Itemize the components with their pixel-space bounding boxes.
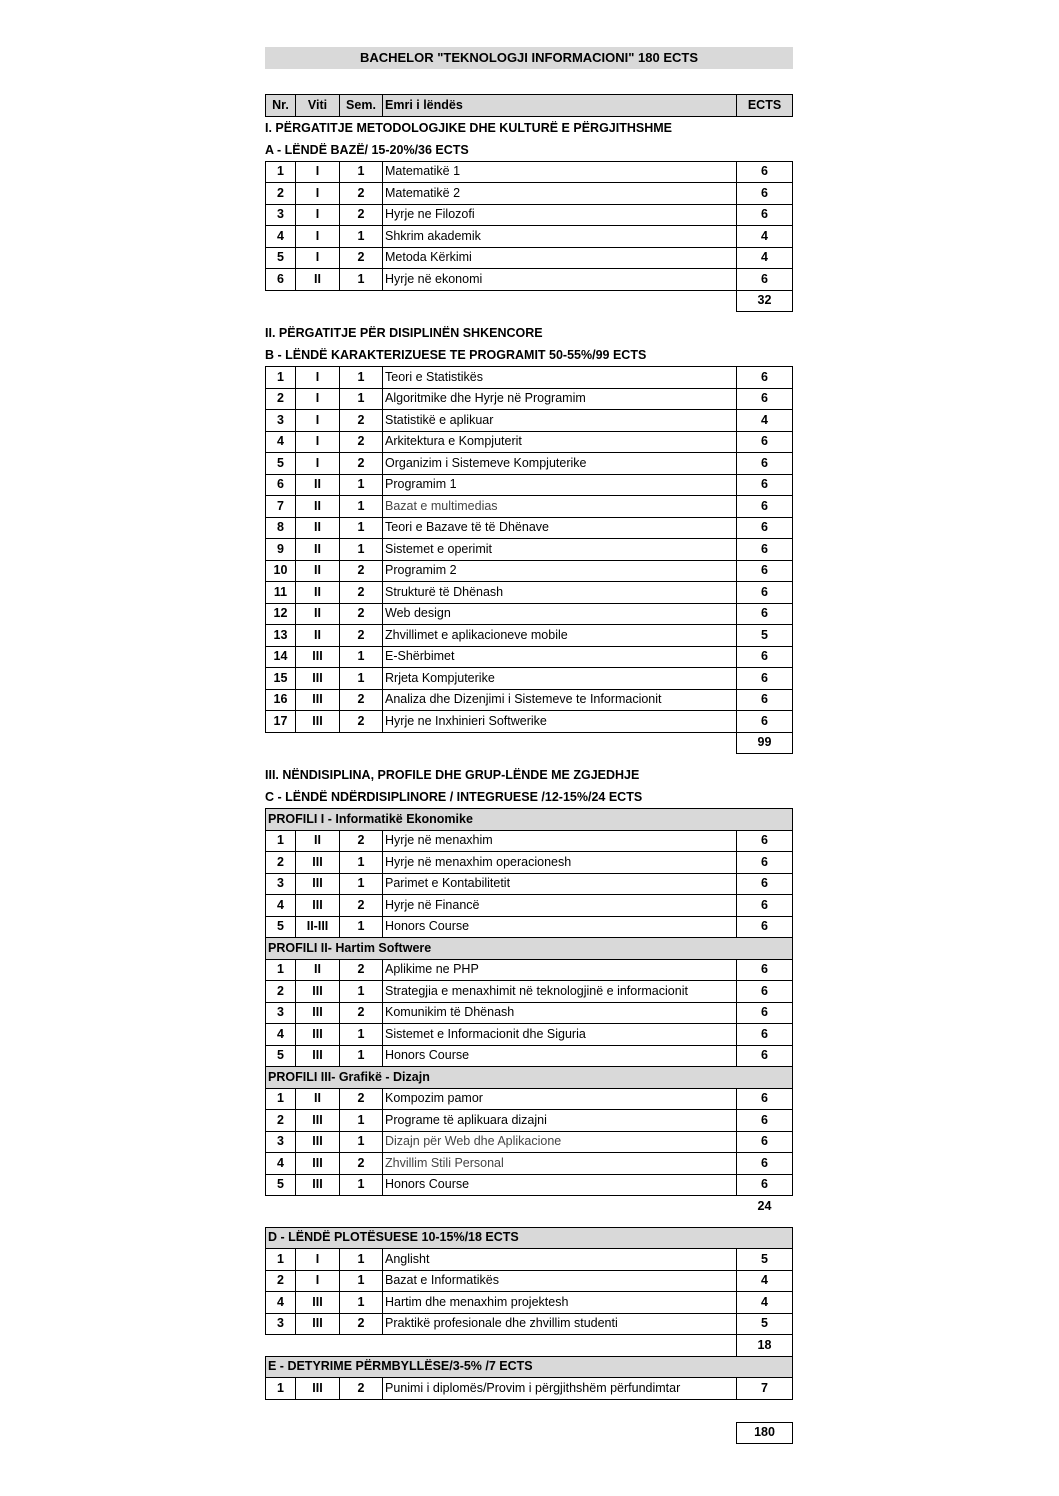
- row-nr: 5: [266, 247, 296, 269]
- row-sem: 2: [340, 689, 383, 711]
- row-sem: 2: [340, 582, 383, 604]
- row-ects: 6: [737, 431, 793, 453]
- col-name: Emri i lëndës: [383, 95, 737, 117]
- row-viti: I: [296, 1249, 340, 1271]
- table-row: [266, 830, 793, 852]
- row-ects: 6: [737, 689, 793, 711]
- row-course-name: Statistikë e aplikuar: [383, 410, 737, 432]
- row-viti: II: [296, 582, 340, 604]
- col-sem: Sem.: [340, 95, 383, 117]
- row-viti: III: [296, 1292, 340, 1314]
- row-nr: 14: [266, 646, 296, 668]
- row-sem: 2: [340, 1313, 383, 1335]
- row-sem: 1: [340, 981, 383, 1003]
- row-ects: 6: [736, 959, 792, 981]
- row-ects: 6: [737, 582, 793, 604]
- row-ects: 6: [737, 560, 793, 582]
- row-nr: 3: [266, 873, 296, 895]
- profile-header-row: [266, 938, 793, 960]
- row-course-name: Strukturë të Dhënash: [383, 582, 737, 604]
- row-course-name: Zhvillimet e aplikacioneve mobile: [383, 625, 737, 647]
- table-row: [266, 981, 793, 1003]
- section-iii-heading: III. NËNDISIPLINA, PROFILE DHE GRUP-LËNDE ME ZGJEDHJE: [265, 768, 640, 782]
- profile-header-row: [266, 1067, 793, 1089]
- row-viti: III: [296, 873, 340, 895]
- row-viti: I: [296, 431, 340, 453]
- row-viti: II: [296, 603, 340, 625]
- row-ects: 6: [736, 1002, 792, 1024]
- row-sem: 1: [340, 517, 383, 539]
- row-ects: 5: [736, 1249, 792, 1271]
- group-e-heading: E - DETYRIME PËRMBYLLËSE/3-5% /7 ECTS: [266, 1356, 793, 1378]
- row-course-name: Dizajn për Web dhe Aplikacione: [383, 1131, 737, 1153]
- row-ects: 6: [736, 1045, 792, 1067]
- row-viti: II: [296, 269, 340, 291]
- row-sem: 1: [340, 1024, 383, 1046]
- row-sem: 1: [340, 668, 383, 690]
- row-course-name: Sistemet e operimit: [383, 539, 737, 561]
- table-row: [266, 1024, 793, 1046]
- row-viti: III: [296, 1153, 340, 1175]
- row-viti: I: [296, 367, 340, 389]
- col-nr: Nr.: [266, 95, 296, 117]
- row-nr: 4: [266, 1024, 296, 1046]
- row-ects: 6: [736, 1088, 792, 1110]
- group-e-table: [265, 1356, 793, 1400]
- row-sem: 1: [340, 474, 383, 496]
- row-ects: 6: [737, 204, 793, 226]
- row-nr: 8: [266, 517, 296, 539]
- row-nr: 2: [266, 1270, 296, 1292]
- grand-total-table: [265, 1422, 793, 1445]
- row-course-name: Organizim i Sistemeve Kompjuterike: [383, 453, 737, 475]
- row-nr: 5: [266, 1174, 296, 1196]
- row-ects: 6: [737, 668, 793, 690]
- row-course-name: E-Shërbimet: [383, 646, 737, 668]
- group-d-total: 18: [736, 1335, 792, 1357]
- row-viti: III: [296, 1131, 340, 1153]
- row-course-name: Hyrje në menaxhim: [383, 830, 737, 852]
- row-viti: II: [296, 959, 340, 981]
- row-course-name: Honors Course: [383, 1174, 737, 1196]
- row-sem: 2: [340, 560, 383, 582]
- row-sem: 1: [340, 1045, 383, 1067]
- row-viti: III: [296, 668, 340, 690]
- row-nr: 1: [266, 1249, 296, 1271]
- group-c-heading: C - LËNDË NDËRDISIPLINORE / INTEGRUESE /12-15%/24 ECTS: [265, 790, 643, 804]
- row-ects: 5: [737, 625, 793, 647]
- row-viti: II: [296, 496, 340, 518]
- row-course-name: Anglisht: [383, 1249, 737, 1271]
- table-row: [266, 226, 793, 248]
- row-ects: 6: [737, 388, 793, 410]
- row-sem: 2: [340, 183, 383, 205]
- row-ects: 6: [737, 603, 793, 625]
- curriculum-document: [265, 47, 793, 1444]
- table-row: [266, 625, 793, 647]
- row-course-name: Kompozim pamor: [383, 1088, 737, 1110]
- row-nr: 2: [266, 1110, 296, 1132]
- row-sem: 2: [340, 1002, 383, 1024]
- row-nr: 2: [266, 183, 296, 205]
- row-sem: 2: [340, 625, 383, 647]
- row-viti: I: [296, 226, 340, 248]
- row-sem: 1: [340, 388, 383, 410]
- group-c-total: 24: [757, 1198, 772, 1213]
- table-row: [266, 161, 793, 183]
- table-row: [266, 453, 793, 475]
- row-nr: 9: [266, 539, 296, 561]
- group-a-heading: A - LËNDË BAZË/ 15-20%/36 ECTS: [265, 142, 469, 157]
- row-course-name: Parimet e Kontabilitetit: [383, 873, 737, 895]
- table-row: [266, 646, 793, 668]
- row-sem: 1: [340, 1292, 383, 1314]
- row-nr: 4: [266, 1292, 296, 1314]
- column-header-row: [266, 95, 793, 117]
- row-nr: 13: [266, 625, 296, 647]
- row-course-name: Matematikë 2: [383, 183, 737, 205]
- row-course-name: Programim 2: [383, 560, 737, 582]
- table-row: [266, 1153, 793, 1175]
- row-sem: 2: [340, 410, 383, 432]
- row-ects: 6: [737, 496, 793, 518]
- row-viti: III: [296, 1110, 340, 1132]
- row-nr: 17: [266, 711, 296, 733]
- row-course-name: Programim 1: [383, 474, 737, 496]
- row-sem: 2: [340, 1088, 383, 1110]
- row-viti: III: [296, 1313, 340, 1335]
- row-sem: 2: [340, 431, 383, 453]
- row-nr: 4: [266, 1153, 296, 1175]
- row-course-name: Programe të aplikuara dizajni: [383, 1110, 737, 1132]
- row-viti: II: [296, 517, 340, 539]
- row-nr: 5: [266, 916, 296, 938]
- row-viti: III: [296, 689, 340, 711]
- row-ects: 6: [737, 453, 793, 475]
- row-sem: 2: [340, 959, 383, 981]
- row-course-name: Hartim dhe menaxhim projektesh: [383, 1292, 737, 1314]
- row-ects: 5: [736, 1313, 792, 1335]
- row-nr: 4: [266, 431, 296, 453]
- row-course-name: Matematikë 1: [383, 161, 737, 183]
- row-course-name: Hyrje ne Inxhinieri Softwerike: [383, 711, 737, 733]
- row-course-name: Honors Course: [383, 916, 737, 938]
- row-nr: 3: [266, 204, 296, 226]
- row-course-name: Hyrje në menaxhim operacionesh: [383, 852, 737, 874]
- profile-name: PROFILI II- Hartim Softwere: [266, 938, 793, 960]
- table-row: [266, 1313, 793, 1335]
- row-nr: 5: [266, 1045, 296, 1067]
- row-sem: 2: [340, 603, 383, 625]
- row-ects: 6: [736, 1024, 792, 1046]
- table-row: [266, 367, 793, 389]
- row-nr: 3: [266, 1313, 296, 1335]
- group-a-table: [265, 161, 793, 313]
- row-ects: 6: [736, 981, 792, 1003]
- row-viti: III: [296, 1174, 340, 1196]
- row-course-name: Arkitektura e Kompjuterit: [383, 431, 737, 453]
- table-row: [266, 539, 793, 561]
- table-row: [266, 560, 793, 582]
- row-viti: I: [296, 388, 340, 410]
- row-sem: 1: [340, 1249, 383, 1271]
- row-course-name: Bazat e Informatikës: [383, 1270, 737, 1292]
- table-row: [266, 916, 793, 938]
- row-sem: 1: [340, 1270, 383, 1292]
- table-row: [266, 1378, 793, 1400]
- table-row: [266, 247, 793, 269]
- table-row: [266, 204, 793, 226]
- row-ects: 7: [736, 1378, 792, 1400]
- row-sem: 1: [340, 1131, 383, 1153]
- table-row: [266, 410, 793, 432]
- row-ects: 6: [736, 1131, 792, 1153]
- table-row: [266, 1110, 793, 1132]
- row-ects: 6: [736, 852, 792, 874]
- table-row: [266, 582, 793, 604]
- row-course-name: Hyrje ne Filozofi: [383, 204, 737, 226]
- row-ects: 6: [737, 161, 793, 183]
- row-course-name: Komunikim të Dhënash: [383, 1002, 737, 1024]
- group-b-total: 99: [737, 732, 793, 754]
- table-row: [266, 959, 793, 981]
- profile-name: PROFILI III- Grafikë - Dizajn: [266, 1067, 793, 1089]
- col-viti: Viti: [296, 95, 340, 117]
- row-viti: II: [296, 625, 340, 647]
- row-sem: 2: [340, 1378, 383, 1400]
- row-course-name: Web design: [383, 603, 737, 625]
- row-sem: 1: [340, 852, 383, 874]
- row-viti: III: [296, 1024, 340, 1046]
- row-viti: I: [296, 247, 340, 269]
- row-nr: 3: [266, 1002, 296, 1024]
- row-ects: 6: [736, 916, 792, 938]
- row-nr: 11: [266, 582, 296, 604]
- table-row: [266, 603, 793, 625]
- row-course-name: Praktikë profesionale dhe zhvillim studenti: [383, 1313, 737, 1335]
- row-viti: II-III: [296, 916, 340, 938]
- row-ects: 6: [737, 474, 793, 496]
- row-viti: I: [296, 161, 340, 183]
- row-viti: II: [296, 539, 340, 561]
- group-a-total: 32: [737, 290, 793, 312]
- col-ects: ECTS: [737, 95, 793, 117]
- row-course-name: Bazat e multimedias: [383, 496, 737, 518]
- table-row: [266, 711, 793, 733]
- row-nr: 10: [266, 560, 296, 582]
- row-viti: II: [296, 560, 340, 582]
- group-b-heading: B - LËNDË KARAKTERIZUESE TE PROGRAMIT 50-55%/99 ECTS: [265, 348, 647, 362]
- row-nr: 4: [266, 226, 296, 248]
- table-row: [266, 1249, 793, 1271]
- table-row: [266, 474, 793, 496]
- row-ects: 6: [737, 646, 793, 668]
- row-sem: 1: [340, 873, 383, 895]
- row-nr: 2: [266, 981, 296, 1003]
- row-nr: 2: [266, 852, 296, 874]
- row-viti: III: [296, 981, 340, 1003]
- row-viti: III: [296, 646, 340, 668]
- row-sem: 2: [340, 204, 383, 226]
- row-ects: 4: [737, 410, 793, 432]
- profile-name: PROFILI I - Informatikë Ekonomike: [266, 809, 793, 831]
- row-sem: 1: [340, 496, 383, 518]
- row-ects: 6: [736, 873, 792, 895]
- row-nr: 12: [266, 603, 296, 625]
- row-ects: 4: [736, 1270, 792, 1292]
- table-row: [266, 1270, 793, 1292]
- row-course-name: Punimi i diplomës/Provim i përgjithshëm përfundimtar: [383, 1378, 737, 1400]
- row-nr: 5: [266, 453, 296, 475]
- row-nr: 3: [266, 1131, 296, 1153]
- row-ects: 6: [737, 517, 793, 539]
- row-sem: 2: [340, 1153, 383, 1175]
- row-course-name: Hyrje në ekonomi: [383, 269, 737, 291]
- row-course-name: Analiza dhe Dizenjimi i Sistemeve te Informacionit: [383, 689, 737, 711]
- row-viti: III: [296, 895, 340, 917]
- row-nr: 1: [266, 959, 296, 981]
- row-sem: 2: [340, 830, 383, 852]
- row-sem: 1: [340, 646, 383, 668]
- section-i-heading: I. PËRGATITJE METODOLOGJIKE DHE KULTURË E PËRGJITHSHME: [265, 120, 672, 135]
- row-sem: 1: [340, 161, 383, 183]
- table-row: [266, 668, 793, 690]
- row-viti: I: [296, 183, 340, 205]
- row-nr: 15: [266, 668, 296, 690]
- row-nr: 2: [266, 388, 296, 410]
- grand-total: 180: [737, 1422, 793, 1444]
- table-row: [266, 1045, 793, 1067]
- row-ects: 6: [736, 895, 792, 917]
- row-course-name: Algoritmike dhe Hyrje në Programim: [383, 388, 737, 410]
- table-row: [266, 895, 793, 917]
- table-row: [266, 183, 793, 205]
- row-sem: 1: [340, 269, 383, 291]
- row-viti: III: [296, 1045, 340, 1067]
- row-viti: II: [296, 830, 340, 852]
- table-row: [266, 517, 793, 539]
- row-nr: 6: [266, 269, 296, 291]
- row-ects: 6: [737, 183, 793, 205]
- row-sem: 1: [340, 367, 383, 389]
- row-nr: 1: [266, 367, 296, 389]
- row-nr: 6: [266, 474, 296, 496]
- row-viti: I: [296, 410, 340, 432]
- table-row: [266, 388, 793, 410]
- row-viti: III: [296, 1002, 340, 1024]
- row-sem: 2: [340, 711, 383, 733]
- row-sem: 1: [340, 1110, 383, 1132]
- row-nr: 1: [266, 830, 296, 852]
- row-ects: 6: [736, 1153, 792, 1175]
- row-ects: 6: [736, 830, 792, 852]
- row-course-name: Rrjeta Kompjuterike: [383, 668, 737, 690]
- row-course-name: Aplikime ne PHP: [383, 959, 737, 981]
- row-viti: III: [296, 852, 340, 874]
- table-row: [266, 1131, 793, 1153]
- row-course-name: Strategjia e menaxhimit në teknologjinë e informacionit: [383, 981, 737, 1003]
- table-row: [266, 1002, 793, 1024]
- row-sem: 2: [340, 895, 383, 917]
- row-course-name: Honors Course: [383, 1045, 737, 1067]
- row-sem: 2: [340, 453, 383, 475]
- row-course-name: Metoda Kërkimi: [383, 247, 737, 269]
- row-ects: 6: [737, 269, 793, 291]
- row-nr: 1: [266, 1378, 296, 1400]
- row-course-name: Teori e Bazave të të Dhënave: [383, 517, 737, 539]
- row-ects: 6: [737, 711, 793, 733]
- table-row: [266, 852, 793, 874]
- row-viti: I: [296, 453, 340, 475]
- group-d-heading: D - LËNDË PLOTËSUESE 10-15%/18 ECTS: [266, 1227, 793, 1249]
- row-sem: 1: [340, 1174, 383, 1196]
- row-nr: 7: [266, 496, 296, 518]
- profile-header-row: [266, 809, 793, 831]
- row-ects: 6: [737, 367, 793, 389]
- row-viti: II: [296, 1088, 340, 1110]
- table-row: [266, 1292, 793, 1314]
- row-sem: 2: [340, 247, 383, 269]
- row-ects: 4: [737, 226, 793, 248]
- row-course-name: Teori e Statistikës: [383, 367, 737, 389]
- row-viti: III: [296, 1378, 340, 1400]
- row-ects: 6: [736, 1174, 792, 1196]
- table-row: [266, 689, 793, 711]
- table-row: [266, 873, 793, 895]
- header-table: [265, 94, 793, 117]
- group-d-table: [265, 1227, 793, 1357]
- group-c-table: [265, 808, 793, 1217]
- row-sem: 1: [340, 916, 383, 938]
- table-row: [266, 1174, 793, 1196]
- row-viti: III: [296, 711, 340, 733]
- row-ects: 6: [737, 539, 793, 561]
- row-course-name: Shkrim akademik: [383, 226, 737, 248]
- row-course-name: Hyrje në Financë: [383, 895, 737, 917]
- row-course-name: Zhvillim Stili Personal: [383, 1153, 737, 1175]
- row-course-name: Sistemet e Informacionit dhe Siguria: [383, 1024, 737, 1046]
- row-viti: I: [296, 204, 340, 226]
- row-nr: 1: [266, 161, 296, 183]
- row-ects: 4: [736, 1292, 792, 1314]
- table-row: [266, 1088, 793, 1110]
- row-nr: 4: [266, 895, 296, 917]
- row-nr: 1: [266, 1088, 296, 1110]
- row-ects: 4: [737, 247, 793, 269]
- row-sem: 1: [340, 539, 383, 561]
- row-sem: 1: [340, 226, 383, 248]
- table-row: [266, 269, 793, 291]
- table-row: [266, 496, 793, 518]
- row-ects: 6: [736, 1110, 792, 1132]
- page-title: BACHELOR "TEKNOLOGJI INFORMACIONI" 180 ECTS: [265, 47, 793, 69]
- row-viti: I: [296, 1270, 340, 1292]
- row-nr: 3: [266, 410, 296, 432]
- group-b-table: [265, 366, 793, 754]
- section-ii-heading: II. PËRGATITJE PËR DISIPLINËN SHKENCORE: [265, 326, 543, 340]
- row-viti: II: [296, 474, 340, 496]
- table-row: [266, 431, 793, 453]
- row-nr: 16: [266, 689, 296, 711]
